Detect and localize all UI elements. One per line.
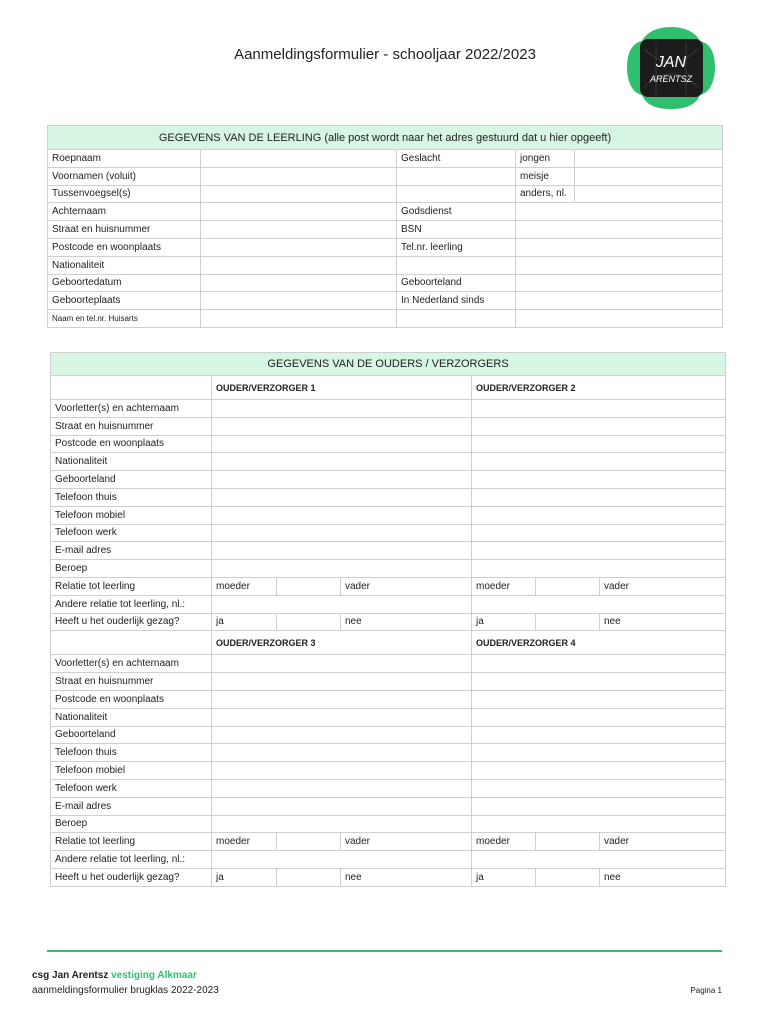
empty-cell	[397, 256, 516, 274]
label-andere-relatie: Andere relatie tot leerling, nl.:	[51, 595, 212, 613]
check-ouder4-ja[interactable]	[536, 868, 600, 886]
input-ouder1-tel-mobiel[interactable]	[212, 506, 472, 524]
label-tel-mobiel: Telefoon mobiel	[51, 762, 212, 780]
label-tel-thuis: Telefoon thuis	[51, 744, 212, 762]
input-huisarts[interactable]	[201, 310, 397, 328]
label-nationaliteit: Nationaliteit	[51, 708, 212, 726]
input-ouder1-voorletters[interactable]	[212, 400, 472, 418]
option-ouder4-nee[interactable]: nee	[600, 868, 726, 886]
footer-branch: vestiging Alkmaar	[111, 970, 197, 981]
input-ouder1-tel-werk[interactable]	[212, 524, 472, 542]
label-in-nl-sinds: In Nederland sinds	[397, 292, 516, 310]
parents-table	[50, 352, 726, 887]
label-tel-mobiel: Telefoon mobiel	[51, 506, 212, 524]
input-ouder3-geboorteland[interactable]	[212, 726, 472, 744]
input-huisarts-3[interactable]	[516, 310, 723, 328]
input-ouder2-beroep[interactable]	[472, 560, 726, 578]
label-postcode: Postcode en woonplaats	[51, 435, 212, 453]
empty-cell	[397, 185, 516, 203]
input-ouder1-beroep[interactable]	[212, 560, 472, 578]
label-relatie: Relatie tot leerling	[51, 833, 212, 851]
input-voornamen[interactable]	[201, 167, 397, 185]
input-huisarts-2[interactable]	[397, 310, 516, 328]
input-telnr[interactable]	[516, 238, 723, 256]
logo-text-arentsz: ARENTSZ	[649, 74, 693, 84]
option-ouder4-vader[interactable]: vader	[600, 833, 726, 851]
label-gezag: Heeft u het ouderlijk gezag?	[51, 613, 212, 631]
label-nationaliteit: Nationaliteit	[51, 453, 212, 471]
input-ouder3-tel-werk[interactable]	[212, 779, 472, 797]
option-ouder1-vader[interactable]: vader	[341, 577, 472, 595]
input-ouder3-email[interactable]	[212, 797, 472, 815]
option-ouder3-nee[interactable]: nee	[341, 868, 472, 886]
input-straat[interactable]	[201, 221, 397, 239]
input-ouder4-beroep[interactable]	[472, 815, 726, 833]
option-ouder2-ja[interactable]: ja	[472, 613, 536, 631]
option-meisje[interactable]: meisje	[516, 167, 575, 185]
label-relatie: Relatie tot leerling	[51, 577, 212, 595]
label-geboorteland: Geboorteland	[51, 471, 212, 489]
parents-heading: GEGEVENS VAN DE OUDERS / VERZORGERS	[51, 353, 726, 376]
input-meisje[interactable]	[575, 167, 723, 185]
header-ouder-4: OUDER/VERZORGER 4	[472, 631, 726, 655]
option-ouder2-nee[interactable]: nee	[600, 613, 726, 631]
option-ouder2-vader[interactable]: vader	[600, 577, 726, 595]
option-ouder3-vader[interactable]: vader	[341, 833, 472, 851]
label-huisarts: Naam en tel.nr. Huisarts	[48, 310, 201, 328]
input-ouder2-nationaliteit[interactable]	[472, 453, 726, 471]
input-nationaliteit[interactable]	[201, 256, 397, 274]
input-ouder2-voorletters[interactable]	[472, 400, 726, 418]
header-ouder-2: OUDER/VERZORGER 2	[472, 376, 726, 400]
input-ouder4-geboorteland[interactable]	[472, 726, 726, 744]
input-ouder2-geboorteland[interactable]	[472, 471, 726, 489]
input-ouder3-beroep[interactable]	[212, 815, 472, 833]
input-ouder4-tel-thuis[interactable]	[472, 744, 726, 762]
input-ouder2-postcode[interactable]	[472, 435, 726, 453]
input-geboortedatum[interactable]	[201, 274, 397, 292]
label-geboorteland: Geboorteland	[51, 726, 212, 744]
label-postcode: Postcode en woonplaats	[51, 690, 212, 708]
empty-cell	[51, 631, 212, 655]
logo-text-jan: JAN	[655, 54, 687, 71]
footer-subtitle: aanmeldingsformulier brugklas 2022-2023	[32, 985, 219, 996]
check-ouder3-ja[interactable]	[277, 868, 341, 886]
label-godsdienst: Godsdienst	[397, 203, 516, 221]
input-ouder1-postcode[interactable]	[212, 435, 472, 453]
check-ouder3-moeder[interactable]	[277, 833, 341, 851]
option-ouder1-ja[interactable]: ja	[212, 613, 277, 631]
label-email: E-mail adres	[51, 797, 212, 815]
input-ouder1-tel-thuis[interactable]	[212, 488, 472, 506]
input-ouder4-voorletters[interactable]	[472, 655, 726, 673]
label-geboorteland: Geboorteland	[397, 274, 516, 292]
label-tussenvoegsel: Tussenvoegsel(s)	[48, 185, 201, 203]
label-straat: Straat en huisnummer	[51, 673, 212, 691]
label-postcode: Postcode en woonplaats	[48, 238, 201, 256]
input-roepnaam[interactable]	[201, 150, 397, 168]
input-in-nl-sinds[interactable]	[516, 292, 723, 310]
option-ouder4-ja[interactable]: ja	[472, 868, 536, 886]
input-godsdienst[interactable]	[516, 203, 723, 221]
input-tussenvoegsel[interactable]	[201, 185, 397, 203]
empty-cell	[516, 256, 723, 274]
check-ouder2-ja[interactable]	[536, 613, 600, 631]
header-ouder-1: OUDER/VERZORGER 1	[212, 376, 472, 400]
label-tel-werk: Telefoon werk	[51, 524, 212, 542]
input-ouder4-nationaliteit[interactable]	[472, 708, 726, 726]
input-ouder4-tel-werk[interactable]	[472, 779, 726, 797]
check-ouder1-moeder[interactable]	[277, 577, 341, 595]
footer-school-name: csg Jan Arentsz	[32, 970, 109, 981]
input-ouder2-straat[interactable]	[472, 417, 726, 435]
label-telnr: Tel.nr. leerling	[397, 238, 516, 256]
label-email: E-mail adres	[51, 542, 212, 560]
input-ouder2-tel-mobiel[interactable]	[472, 506, 726, 524]
label-geslacht: Geslacht	[397, 150, 516, 168]
option-ouder4-moeder[interactable]: moeder	[472, 833, 536, 851]
header-ouder-3: OUDER/VERZORGER 3	[212, 631, 472, 655]
input-ouder1-email[interactable]	[212, 542, 472, 560]
label-beroep: Beroep	[51, 815, 212, 833]
check-ouder2-moeder[interactable]	[536, 577, 600, 595]
input-ouder4-andere-relatie[interactable]	[472, 851, 726, 869]
input-postcode[interactable]	[201, 238, 397, 256]
label-beroep: Beroep	[51, 560, 212, 578]
label-achternaam: Achternaam	[48, 203, 201, 221]
option-ouder3-ja[interactable]: ja	[212, 868, 277, 886]
input-ouder2-email[interactable]	[472, 542, 726, 560]
input-ouder3-postcode[interactable]	[212, 690, 472, 708]
input-ouder2-andere-relatie[interactable]	[472, 595, 726, 613]
label-voornamen: Voornamen (voluit)	[48, 167, 201, 185]
option-jongen[interactable]: jongen	[516, 150, 575, 168]
input-jongen[interactable]	[575, 150, 723, 168]
input-ouder3-straat[interactable]	[212, 673, 472, 691]
option-ouder1-nee[interactable]: nee	[341, 613, 472, 631]
option-ouder2-moeder[interactable]: moeder	[472, 577, 536, 595]
empty-cell	[51, 376, 212, 400]
input-ouder4-straat[interactable]	[472, 673, 726, 691]
input-ouder3-tel-thuis[interactable]	[212, 744, 472, 762]
input-ouder3-voorletters[interactable]	[212, 655, 472, 673]
label-tel-werk: Telefoon werk	[51, 779, 212, 797]
input-ouder1-andere-relatie[interactable]	[212, 595, 472, 613]
footer-school	[32, 970, 197, 981]
check-ouder1-ja[interactable]	[277, 613, 341, 631]
input-bsn[interactable]	[516, 221, 723, 239]
input-ouder3-nationaliteit[interactable]	[212, 708, 472, 726]
label-andere-relatie: Andere relatie tot leerling, nl.:	[51, 851, 212, 869]
input-ouder1-geboorteland[interactable]	[212, 471, 472, 489]
label-nationaliteit: Nationaliteit	[48, 256, 201, 274]
label-geboortedatum: Geboortedatum	[48, 274, 201, 292]
input-geboorteplaats[interactable]	[201, 292, 397, 310]
input-ouder2-tel-thuis[interactable]	[472, 488, 726, 506]
input-ouder3-tel-mobiel[interactable]	[212, 762, 472, 780]
label-voorletters: Voorletter(s) en achternaam	[51, 655, 212, 673]
page-number: Pagina 1	[690, 986, 722, 995]
input-ouder4-tel-mobiel[interactable]	[472, 762, 726, 780]
input-ouder4-postcode[interactable]	[472, 690, 726, 708]
input-anders[interactable]	[575, 185, 723, 203]
label-tel-thuis: Telefoon thuis	[51, 488, 212, 506]
input-ouder1-nationaliteit[interactable]	[212, 453, 472, 471]
input-ouder2-tel-werk[interactable]	[472, 524, 726, 542]
footer-divider	[47, 950, 722, 952]
student-table	[47, 125, 723, 328]
student-heading: GEGEVENS VAN DE LEERLING (alle post wordt naar het adres gestuurd dat u hier opgeeft)	[48, 126, 723, 150]
empty-cell	[397, 167, 516, 185]
page-title: Aanmeldingsformulier - schooljaar 2022/2023	[234, 46, 536, 63]
label-geboorteplaats: Geboorteplaats	[48, 292, 201, 310]
label-gezag: Heeft u het ouderlijk gezag?	[51, 868, 212, 886]
input-geboorteland[interactable]	[516, 274, 723, 292]
label-straat: Straat en huisnummer	[48, 221, 201, 239]
school-logo	[626, 25, 717, 111]
option-ouder3-moeder[interactable]: moeder	[212, 833, 277, 851]
check-ouder4-moeder[interactable]	[536, 833, 600, 851]
label-voorletters: Voorletter(s) en achternaam	[51, 400, 212, 418]
input-ouder4-email[interactable]	[472, 797, 726, 815]
input-ouder3-andere-relatie[interactable]	[212, 851, 472, 869]
input-ouder1-straat[interactable]	[212, 417, 472, 435]
label-roepnaam: Roepnaam	[48, 150, 201, 168]
label-bsn: BSN	[397, 221, 516, 239]
input-achternaam[interactable]	[201, 203, 397, 221]
option-anders[interactable]: anders, nl.	[516, 185, 575, 203]
option-ouder1-moeder[interactable]: moeder	[212, 577, 277, 595]
label-straat: Straat en huisnummer	[51, 417, 212, 435]
